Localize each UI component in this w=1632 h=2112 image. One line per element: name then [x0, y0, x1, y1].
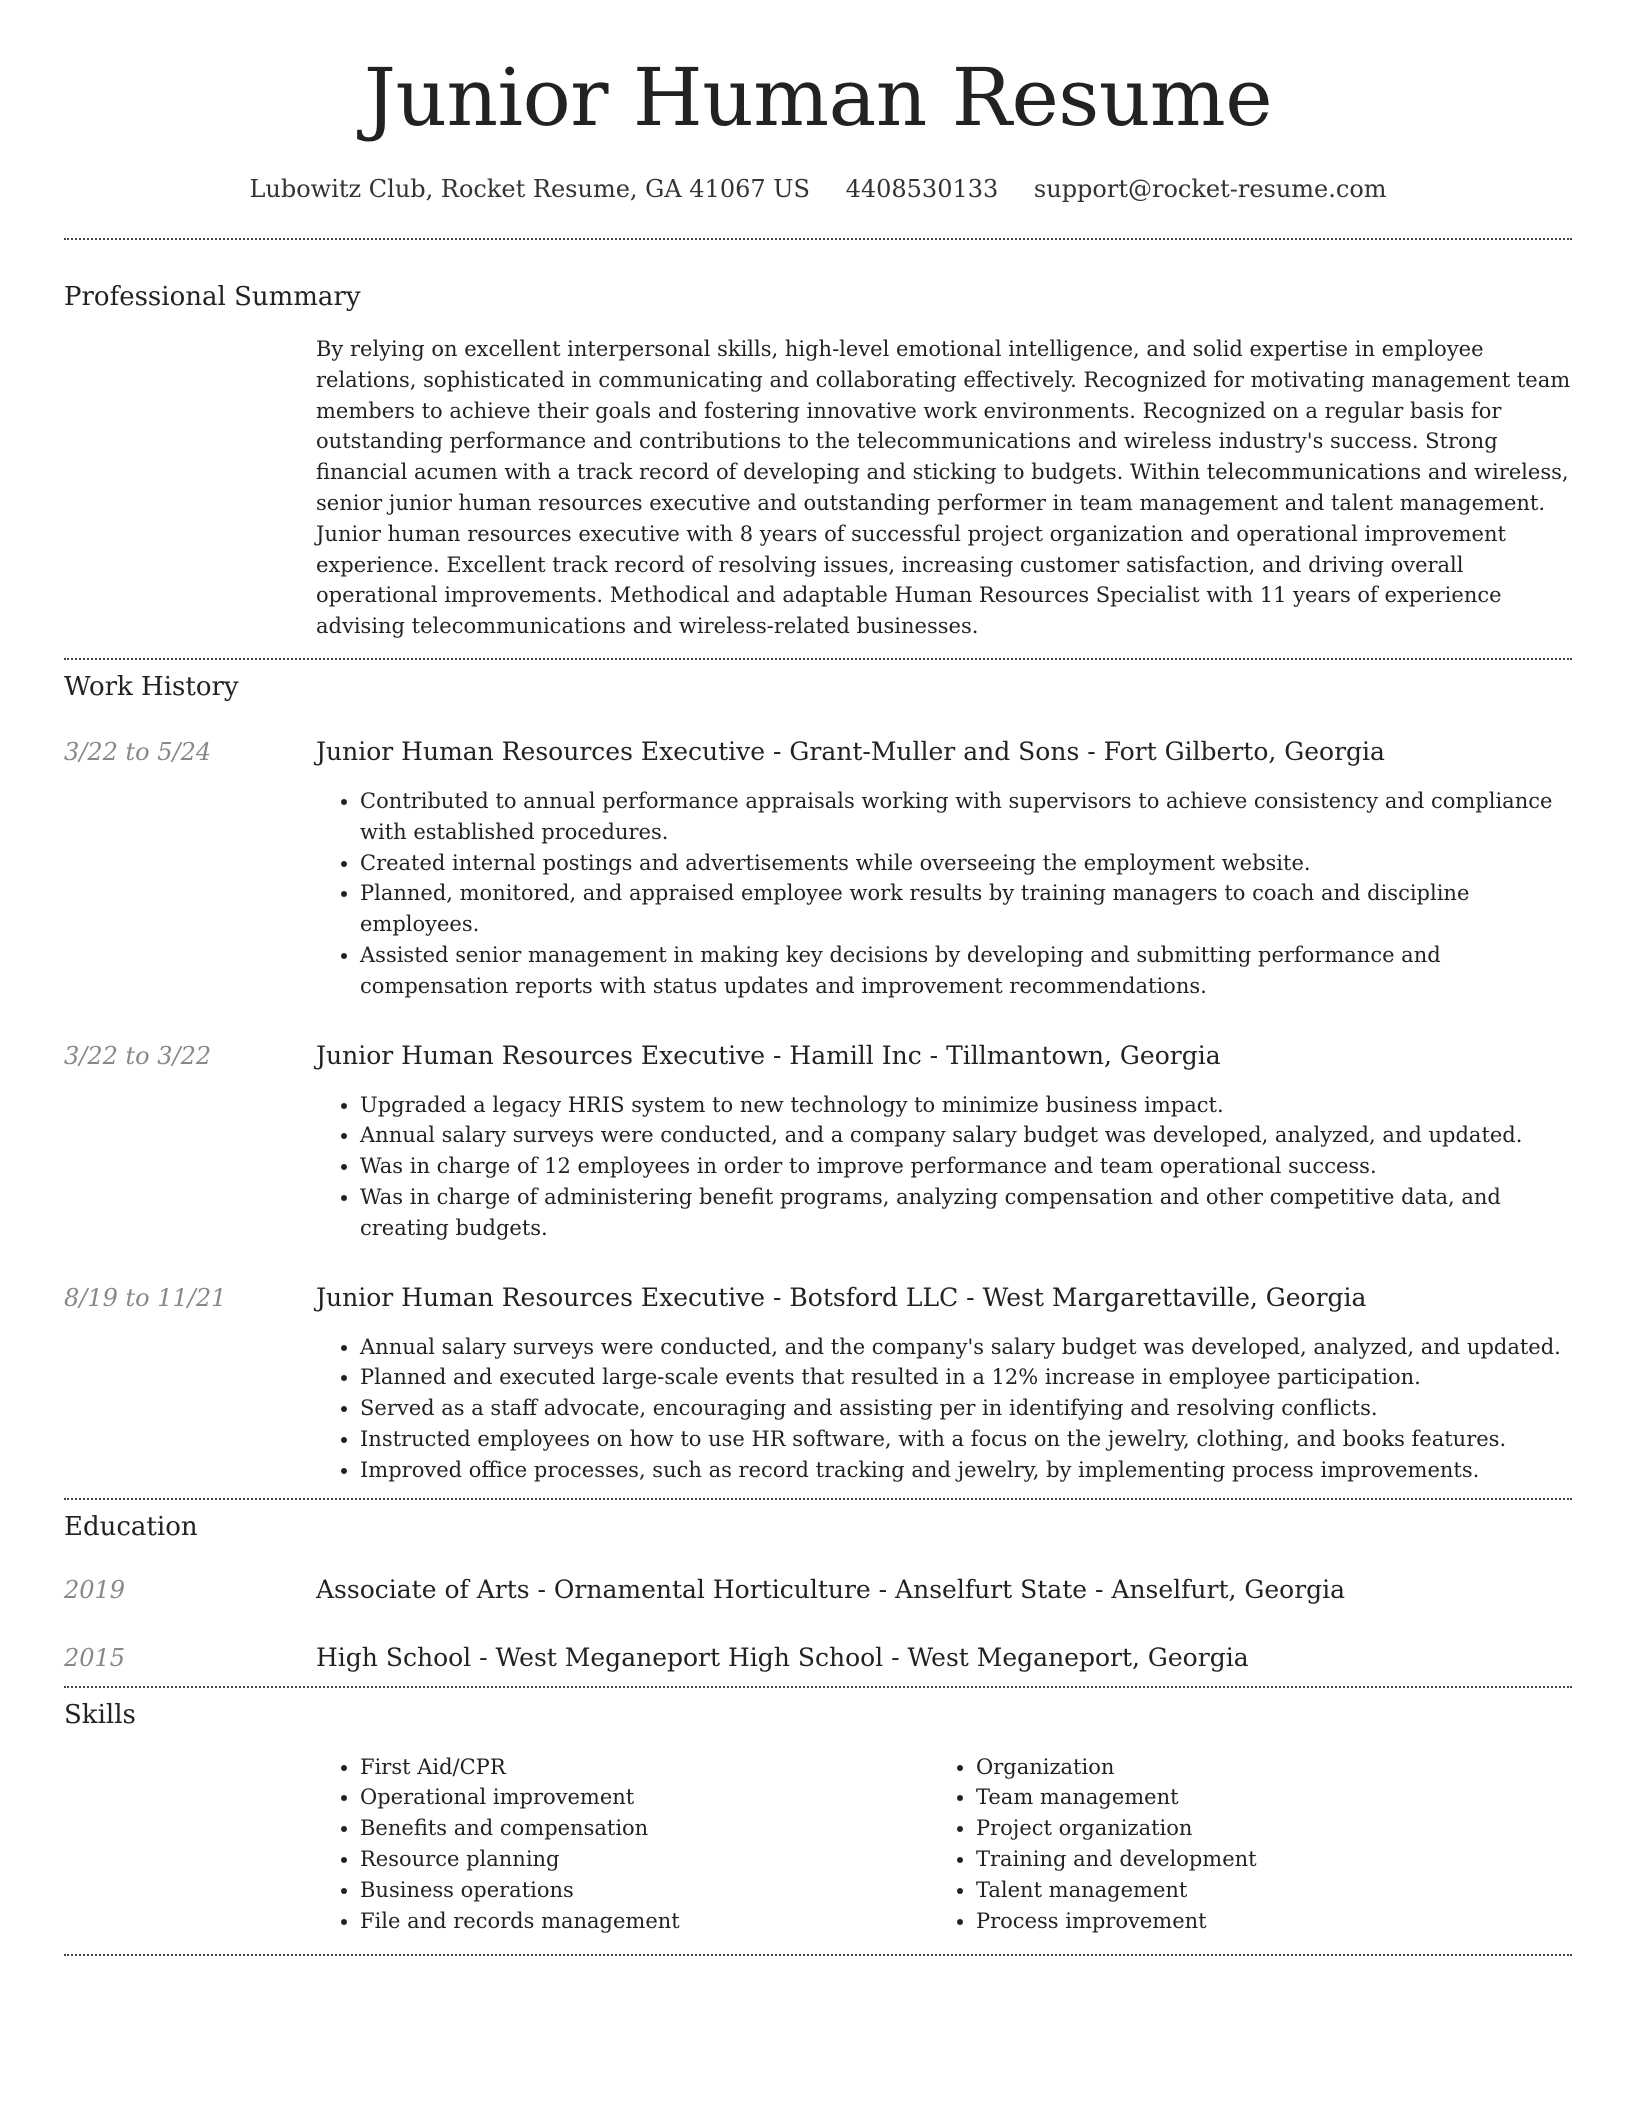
skill-item: • Operational improvement — [360, 1782, 932, 1813]
job-dates: 8/19 to 11/21 — [64, 1283, 227, 1312]
skill-item: • Process improvement — [976, 1906, 1548, 1937]
education-heading: Associate of Arts - Ornamental Horticulture - Anselfurt State - Anselfurt, Georgia — [316, 1574, 1346, 1604]
contact-address: Lubowitz Club, Rocket Resume, GA 41067 US — [249, 175, 810, 203]
job-dates: 3/22 to 5/24 — [64, 737, 212, 766]
divider — [64, 658, 1572, 660]
job-bullet: • Was in charge of 12 employees in order to improve performance and team operational success. — [360, 1151, 1572, 1182]
skills-columns — [316, 1752, 1572, 1937]
skill-item: • Team management — [976, 1782, 1548, 1813]
education-entry — [64, 1642, 1572, 1674]
skill-item: • Business operations — [360, 1875, 932, 1906]
contact-line — [64, 174, 1572, 204]
work-history-section — [64, 672, 1572, 1486]
summary-section — [64, 282, 1572, 658]
job-bullet: • Created internal postings and advertisements while overseeing the employment website. — [360, 848, 1572, 879]
job-bullet: • Annual salary surveys were conducted, and a company salary budget was developed, analyzed, and updated. — [360, 1120, 1572, 1151]
skill-item: • Talent management — [976, 1875, 1548, 1906]
skill-item: • Benefits and compensation — [360, 1813, 932, 1844]
job-heading: Junior Human Resources Executive - Botsford LLC - West Margarettaville, Georgia — [316, 1282, 1367, 1312]
job-bullets — [316, 786, 1572, 1002]
job-bullet: • Was in charge of administering benefit programs, analyzing compensation and other competitive data, and creating budgets. — [360, 1182, 1572, 1244]
job-bullet: • Improved office processes, such as record tracking and jewelry, by implementing process improvements. — [360, 1455, 1572, 1486]
job-bullets — [316, 1090, 1572, 1244]
section-title-skills: Skills — [64, 1699, 136, 1730]
section-title-education: Education — [64, 1511, 198, 1542]
skills-list-right — [932, 1752, 1548, 1937]
job-bullet: • Planned, monitored, and appraised employee work results by training managers to coach and discipline employees. — [360, 878, 1572, 940]
education-entry — [64, 1574, 1572, 1606]
contact-phone: 4408530133 — [845, 175, 999, 203]
education-year: 2015 — [64, 1643, 126, 1672]
skills-list-left — [316, 1752, 932, 1937]
skills-section — [64, 1700, 1572, 1937]
job-heading: Junior Human Resources Executive - Grant-Muller and Sons - Fort Gilberto, Georgia — [316, 736, 1385, 766]
job-bullet: • Instructed employees on how to use HR software, with a focus on the jewelry, clothing, and books features. — [360, 1424, 1572, 1455]
job-entry — [64, 736, 1572, 1002]
job-bullets — [316, 1332, 1572, 1486]
divider — [64, 1686, 1572, 1688]
job-bullet: • Served as a staff advocate, encouraging and assisting per in identifying and resolving conflicts. — [360, 1393, 1572, 1424]
section-title-summary: Professional Summary — [64, 282, 361, 312]
job-dates: 3/22 to 3/22 — [64, 1041, 212, 1070]
resume-name: Junior Human Resume — [363, 51, 1273, 144]
skill-item: • Organization — [976, 1752, 1548, 1783]
section-title-work-history: Work History — [64, 671, 239, 702]
job-entry — [64, 1282, 1572, 1486]
divider — [64, 1498, 1572, 1500]
skill-item: • First Aid/CPR — [360, 1752, 932, 1783]
skill-item: • File and records management — [360, 1906, 932, 1937]
education-year: 2019 — [64, 1575, 126, 1604]
job-heading: Junior Human Resources Executive - Hamill Inc - Tillmantown, Georgia — [316, 1040, 1221, 1070]
job-entry — [64, 1040, 1572, 1244]
divider — [64, 1954, 1572, 1956]
divider — [64, 238, 1572, 240]
job-bullet: • Annual salary surveys were conducted, and the company's salary budget was developed, analyzed, and updated. — [360, 1332, 1572, 1363]
contact-email: support@rocket-resume.com — [1033, 175, 1387, 203]
skill-item: • Resource planning — [360, 1844, 932, 1875]
job-bullet: • Assisted senior management in making key decisions by developing and submitting performance and compensation reports with status updates and improvement recommendations. — [360, 940, 1572, 1002]
job-bullet: • Planned and executed large-scale events that resulted in a 12% increase in employee participation. — [360, 1362, 1572, 1393]
skill-item: • Project organization — [976, 1813, 1548, 1844]
job-bullet: • Upgraded a legacy HRIS system to new technology to minimize business impact. — [360, 1090, 1572, 1121]
job-bullet: • Contributed to annual performance appraisals working with supervisors to achieve consistency and compliance with established procedures. — [360, 786, 1572, 848]
education-section — [64, 1512, 1572, 1674]
skill-item: • Training and development — [976, 1844, 1548, 1875]
resume-page — [64, 0, 1572, 1956]
education-heading: High School - West Meganeport High School - West Meganeport, Georgia — [316, 1642, 1249, 1672]
summary-text: By relying on excellent interpersonal skills, high-level emotional intelligence, and solid expertise in employee relations, sophisticated in communicating and collaborating effectively. Recognized for motivating management team members to achieve their goals and fostering innovative work environments. Recognized on a regular basis for outstanding performance and contributions to the telecommunications and wireless industry's success. Strong financial acumen with a track record of developing and sticking to budgets. Within telecommunications and wireless, senior junior human resources executive and outstanding performer in team management and talent management. Junior human resources executive with 8 years of successful project organization and operational improvement experience. Excellent track record of resolving issues, increasing customer satisfaction, and driving overall operational improvements. Methodical and adaptable Human Resources Specialist with 11 years of experience advising telecommunications and wireless-related businesses. — [316, 337, 1571, 639]
